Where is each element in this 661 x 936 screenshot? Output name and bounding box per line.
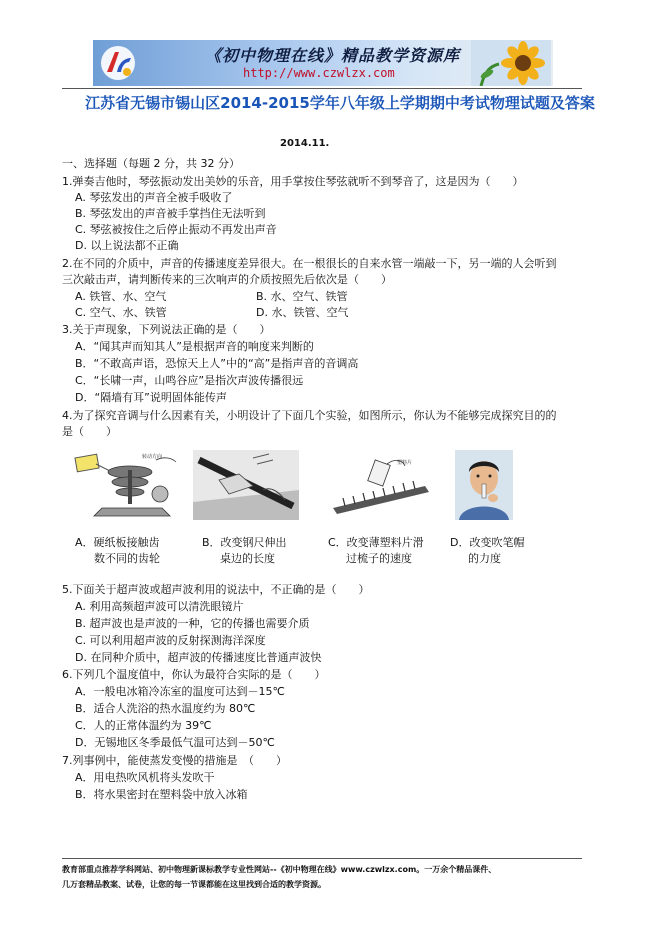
question-1-stem: 1.弹奏吉他时，琴弦振动发出美妙的乐音，用手掌按住琴弦就听不到琴音了，这是因为（ ） <box>62 175 524 188</box>
q3-option-b: B．“不敢高声语，恐惊天上人”中的“高”是指声音的音调高 <box>75 357 359 370</box>
exam-date: 2014.11. <box>280 138 330 149</box>
q5-option-c: C. 可以利用超声波的反射探测海洋深度 <box>75 634 266 647</box>
q7-option-b: B．将水果密封在塑料袋中放入冰箱 <box>75 788 248 801</box>
caption-a-line1: A．硬纸板接触齿 <box>75 536 160 549</box>
q5-option-a: A. 利用高频超声波可以清洗眼镜片 <box>75 600 244 613</box>
caption-d-line1: D．改变吹笔帽 <box>450 536 525 549</box>
caption-a-line2: 数不同的齿轮 <box>94 552 160 565</box>
banner-title: 《初中物理在线》精品教学资源库 <box>205 46 461 65</box>
caption-c-line2: 过梳子的速度 <box>346 552 412 565</box>
question-4-stem-line2: 是（ ） <box>62 425 117 438</box>
question-7-stem: 7.列事例中，能使蒸发变慢的措施是 （ ） <box>62 754 287 767</box>
q6-option-a: A．一般电冰箱冷冻室的温度可达到－15℃ <box>75 685 285 698</box>
site-logo-icon <box>99 44 137 82</box>
footer-line-2: 几万套精品教案、试卷，让您的每一节课都能在这里找到合适的教学资源。 <box>62 880 326 889</box>
q6-option-c: C．人的正常体温约为 39℃ <box>75 719 212 732</box>
q7-option-a: A．用电热吹风机将头发吹干 <box>75 771 215 784</box>
q5-option-b: B. 超声波也是声波的一种，它的传播也需要介质 <box>75 617 310 630</box>
caption-d-line2: 的力度 <box>468 552 501 565</box>
question-2-stem-line1: 2.在不同的介质中，声音的传播速度差异很大。在一根很长的自来水管一端敲一下，另一端的人会听到 <box>62 257 557 270</box>
q1-option-a: A. 琴弦发出的声音全被手吸收了 <box>75 191 233 204</box>
section-heading: 一、选择题（每题 2 分，共 32 分） <box>62 157 240 170</box>
question-5-stem: 5.下面关于超声波或超声波利用的说法中，不正确的是（ ） <box>62 583 370 596</box>
q3-option-d: D．“隔墙有耳”说明固体能传声 <box>75 391 227 404</box>
footer-line-1: 教育部重点推荐学科网站、初中物理新课标教学专业性网站--《初中物理在线》www.czwlzx.com。一万余个精品课件、 <box>62 865 497 874</box>
q1-option-c: C. 琴弦被按住之后停止振动不再发出声音 <box>75 223 277 236</box>
plastic-card-label: 塑料片 <box>397 460 413 466</box>
header-rule <box>62 88 582 89</box>
figure-a-gears <box>72 450 182 520</box>
q2-option-d: D. 水、铁管、空气 <box>256 306 349 319</box>
page-title: 江苏省无锡市锡山区2014-2015学年八年级上学期期中考试物理试题及答案 <box>85 94 595 112</box>
caption-b-line1: B．改变钢尺伸出 <box>202 536 287 549</box>
rotation-direction-label: 转动方向 <box>142 454 163 460</box>
q3-option-a: A．“闻其声而知其人”是根据声音的响度来判断的 <box>75 340 314 353</box>
sunflower-icon <box>471 40 551 86</box>
figure-c-comb <box>325 450 435 520</box>
footer-rule <box>62 858 582 859</box>
figure-d-boy <box>455 450 513 520</box>
q2-option-b: B. 水、空气、铁管 <box>256 290 348 303</box>
site-banner[interactable] <box>93 40 553 86</box>
q2-option-c: C. 空气、水、铁管 <box>75 306 167 319</box>
footer <box>62 862 622 892</box>
q6-option-b: B．适合人洗浴的热水温度约为 80℃ <box>75 702 256 715</box>
question-6-stem: 6.下列几个温度值中，你认为最符合实际的是（ ） <box>62 668 326 681</box>
caption-b-line2: 桌边的长度 <box>220 552 275 565</box>
q6-option-d: D．无锡地区冬季最低气温可达到－50℃ <box>75 736 275 749</box>
question-3-stem: 3.关于声现象，下列说法正确的是（ ） <box>62 323 271 336</box>
figure-b-ruler <box>193 450 299 520</box>
question-4-stem-line1: 4.为了探究音调与什么因素有关，小明设计了下面几个实验，如图所示，你认为不能够完成探究目的的 <box>62 409 557 422</box>
q2-option-a: A. 铁管、水、空气 <box>75 290 167 303</box>
q1-option-d: D. 以上说法都不正确 <box>75 239 179 252</box>
caption-c-line1: C．改变薄塑料片滑 <box>328 536 424 549</box>
q1-option-b: B. 琴弦发出的声音被手掌挡住无法听到 <box>75 207 266 220</box>
banner-url[interactable]: http://www.czwlzx.com <box>243 66 395 80</box>
question-2-stem-line2: 三次敲击声，请判断传来的三次响声的介质按照先后依次是（ ） <box>62 273 392 286</box>
q3-option-c: C．“长啸一声，山鸣谷应”是指次声波传播很远 <box>75 374 304 387</box>
q5-option-d: D. 在同种介质中，超声波的传播速度比普通声波快 <box>75 651 322 664</box>
